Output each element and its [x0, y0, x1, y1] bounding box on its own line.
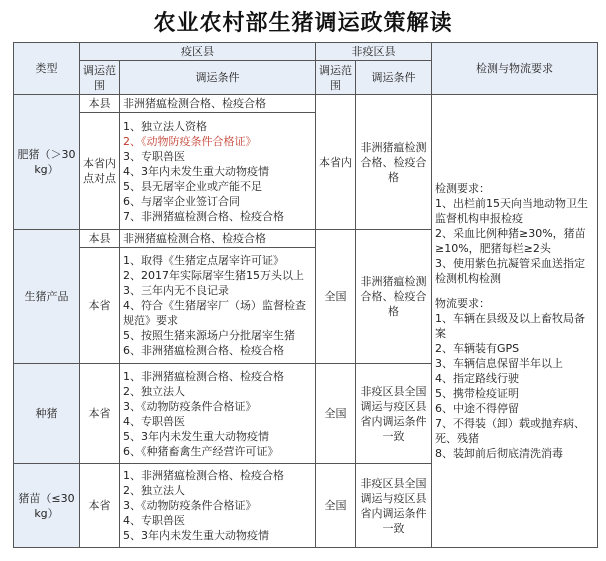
- condition-item: 4、专职兽医: [123, 514, 185, 527]
- products-inner-conditions: [120, 248, 316, 364]
- products-non-condition: 非洲猪瘟检测合格、检疫合格: [356, 230, 432, 364]
- policy-table: [13, 42, 598, 548]
- type-breeding: 种猪: [14, 364, 80, 464]
- type-products: 生猪产品: [14, 230, 80, 364]
- type-fattening: 肥猪（＞30kg）: [14, 95, 80, 230]
- type-piglets: 猪苗（≤30kg）: [14, 464, 80, 548]
- logistics-item: 6、中途不得停留: [435, 402, 519, 415]
- condition-item: 5、按照生猪来源场户分批屠宰生猪: [123, 329, 295, 342]
- testing-title: 检测要求：: [435, 182, 490, 195]
- breeding-non-range: 全国: [316, 364, 356, 464]
- header-transport-conditions: 调运条件: [120, 61, 316, 95]
- breeding-non-condition: 非疫区县全国调运与疫区县省内调运条件一致: [356, 364, 432, 464]
- testing-item: 1、出栏前15天向当地动物卫生监督机构申报检疫: [435, 197, 588, 225]
- header-non-transport-range: 调运范围: [316, 61, 356, 95]
- logistics-item: 2、车辆装有GPS: [435, 342, 520, 355]
- logistics-item: 3、车辆信息保留半年以上: [435, 357, 563, 370]
- condition-item: 4、符合《生猪屠宰厂（场）监督检查规范》要求: [123, 299, 306, 327]
- condition-item: 6、非洲猪瘟检测合格、检疫合格: [123, 344, 284, 357]
- fattening-county-condition: 非洲猪瘟检测合格、检疫合格: [120, 95, 316, 113]
- logistics-item: 4、指定路线行驶: [435, 372, 519, 385]
- piglets-non-condition: 非疫区县全国调运与疫区县省内调运条件一致: [356, 464, 432, 548]
- header-non-transport-conditions: 调运条件: [356, 61, 432, 95]
- condition-item: 1、非洲猪瘟检测合格、检疫合格: [123, 369, 284, 383]
- condition-item: 7、非洲猪瘟检测合格、检疫合格: [123, 209, 284, 223]
- fattening-non-range: 本省内: [316, 95, 356, 230]
- condition-item: 6、与屠宰企业签订合同: [123, 194, 240, 208]
- products-non-range: 全国: [316, 230, 356, 364]
- condition-item: 3、专职兽医: [123, 149, 185, 163]
- condition-item: 1、非洲猪瘟检测合格、检疫合格: [123, 469, 284, 482]
- condition-item: 6、《种猪畜禽生产经营许可证》: [123, 444, 279, 458]
- condition-item: 3、三年内无不良记录: [123, 284, 229, 297]
- testing-item: 2、采血比例种猪≥30%，猪苗≥10%，肥猪每栏≥2头: [435, 227, 586, 255]
- header-epidemic-zone: 疫区县: [80, 43, 316, 61]
- condition-item: 2、独立法人: [123, 484, 185, 497]
- logistics-item: 8、装卸前后彻底清洗消毒: [435, 447, 563, 460]
- requirements-cell: [432, 95, 598, 548]
- condition-item: 2、独立法人: [123, 384, 185, 398]
- header-requirements: 检测与物流要求: [432, 43, 598, 95]
- condition-item: 3、《动物防疫条件合格证》: [123, 399, 257, 413]
- condition-item: 1、独立法人资格: [123, 119, 207, 133]
- breeding-inner-conditions: [120, 364, 316, 464]
- fattening-inner-conditions: [120, 113, 316, 230]
- condition-item: 2、2017年实际屠宰生猪15万头以上: [123, 269, 304, 282]
- condition-item: 5、3年内未发生重大动物疫情: [123, 429, 269, 443]
- condition-item: 4、3年内未发生重大动物疫情: [123, 164, 269, 178]
- page-title: 农业农村部生猪调运政策解读: [153, 11, 453, 36]
- header-non-epidemic-zone: 非疫区县: [316, 43, 432, 61]
- condition-item: 5、3年内未发生重大动物疫情: [123, 529, 269, 542]
- products-inner-range: 本省: [80, 248, 120, 364]
- piglets-inner-conditions: [120, 464, 316, 548]
- piglets-inner-range: 本省: [80, 464, 120, 548]
- logistics-title: 物流要求：: [435, 297, 490, 310]
- logistics-item: 7、不得装（卸）载或抛弃病、死、残猪: [435, 417, 585, 445]
- products-county-condition: 非洲猪瘟检测合格、检疫合格: [120, 230, 316, 248]
- fattening-county-range: 本县: [80, 95, 120, 113]
- condition-item: 1、取得《生猪定点屠宰许可证》: [123, 254, 284, 267]
- breeding-inner-range: 本省: [80, 364, 120, 464]
- condition-item: 2、《动物防疫条件合格证》: [123, 134, 257, 148]
- condition-item: 5、县无屠宰企业或产能不足: [123, 179, 262, 193]
- condition-item: 4、专职兽医: [123, 414, 185, 428]
- header-type: 类型: [14, 43, 80, 95]
- piglets-non-range: 全国: [316, 464, 356, 548]
- testing-item: 3、使用紫色抗凝管采血送指定检测机构检测: [435, 257, 585, 285]
- products-county-range: 本县: [80, 230, 120, 248]
- logistics-item: 5、携带检疫证明: [435, 387, 519, 400]
- logistics-item: 1、车辆在县级及以上畜牧局备案: [435, 312, 585, 340]
- fattening-inner-range: 本省内点对点: [80, 113, 120, 230]
- condition-item: 3、《动物防疫条件合格证》: [123, 499, 257, 512]
- fattening-non-condition: 非洲猪瘟检测合格、检疫合格: [356, 95, 432, 230]
- header-transport-range: 调运范围: [80, 61, 120, 95]
